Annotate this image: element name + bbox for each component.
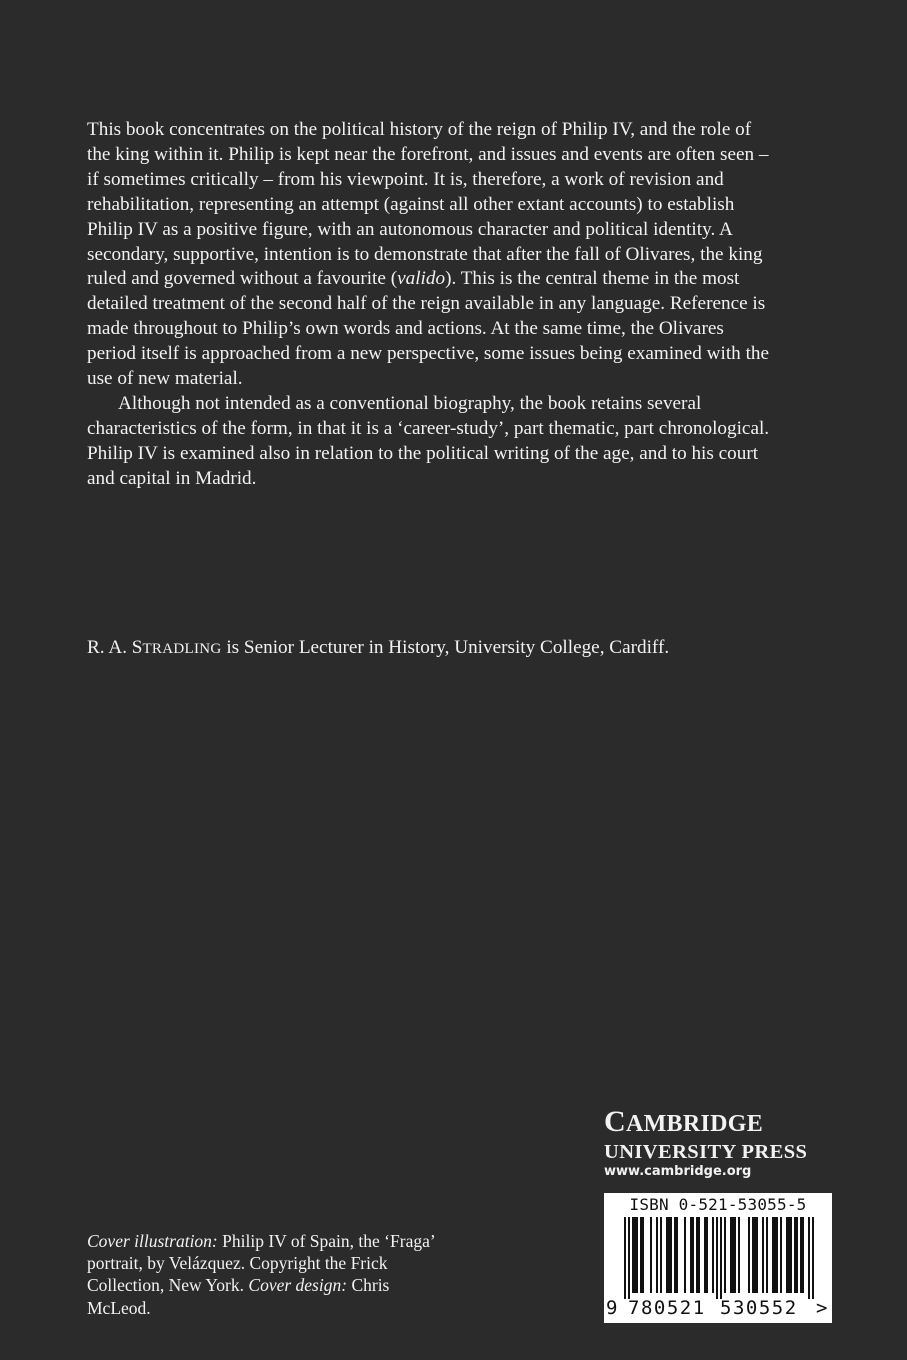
barcode-bars xyxy=(618,1217,818,1299)
barcode-bar-12 xyxy=(704,1217,708,1293)
barcode-bar-27 xyxy=(800,1217,804,1293)
cover-illustration-text: Philip IV of Spain, the ‘Fraga’ portrait, by Velázquez. Copyright the Frick Collection, New York. xyxy=(87,1231,435,1296)
barcode-bar-11 xyxy=(696,1217,700,1293)
isbn-text: ISBN 0-521-53055-5 xyxy=(629,1195,807,1214)
barcode-bar-19 xyxy=(748,1217,750,1293)
publisher-name-initial: C xyxy=(604,1105,626,1138)
cover-design-label: Cover design: xyxy=(248,1275,348,1296)
barcode-bar-24 xyxy=(780,1217,782,1293)
barcode-bar-2 xyxy=(632,1217,638,1293)
cover-design-text: Chris McLeod. xyxy=(87,1275,390,1318)
blurb-italic-term: valido xyxy=(397,268,446,290)
author-bio xyxy=(87,636,807,661)
isbn-barcode xyxy=(604,1193,832,1323)
barcode-bar-15 xyxy=(720,1217,722,1299)
barcode-bar-14 xyxy=(716,1217,718,1299)
blurb-paragraph-1 xyxy=(87,118,777,392)
barcode-bar-8 xyxy=(674,1217,678,1293)
barcode-bar-9 xyxy=(684,1217,686,1293)
publisher-subtitle: UNIVERSITY PRESS xyxy=(604,1141,808,1163)
barcode-bar-25 xyxy=(786,1217,792,1293)
author-initials: R. A. xyxy=(87,637,132,658)
barcode-bar-0 xyxy=(624,1217,626,1299)
barcode-arrow: > xyxy=(816,1297,828,1319)
barcode-digits-right: 530552 xyxy=(720,1297,798,1319)
cover-credits xyxy=(87,1230,457,1319)
publisher-url: www.cambridge.org xyxy=(604,1164,752,1179)
barcode-bar-20 xyxy=(752,1217,758,1293)
barcode-bar-28 xyxy=(808,1217,810,1299)
barcode-bar-16 xyxy=(724,1217,726,1293)
cover-illustration-label: Cover illustration: xyxy=(87,1231,218,1251)
publisher-logo xyxy=(604,1105,834,1181)
barcode-bar-4 xyxy=(650,1217,652,1293)
barcode-bar-17 xyxy=(730,1217,736,1293)
barcode-bar-26 xyxy=(794,1217,798,1293)
barcode-digits xyxy=(604,1295,832,1321)
barcode-bar-10 xyxy=(690,1217,694,1293)
barcode-bar-23 xyxy=(772,1217,778,1293)
author-bio-text: is Senior Lecturer in History, University College, Cardiff. xyxy=(221,637,670,658)
back-cover-blurb xyxy=(87,118,777,492)
author-surname-rest: TRADLING xyxy=(142,641,222,657)
author-surname-initial: S xyxy=(131,637,143,658)
barcode-bar-5 xyxy=(656,1217,658,1293)
barcode-digit-first: 9 xyxy=(606,1297,618,1319)
barcode-digits-left: 780521 xyxy=(628,1297,706,1319)
barcode-bar-7 xyxy=(666,1217,672,1293)
barcode-bar-18 xyxy=(738,1217,740,1293)
blurb-paragraph-1-part-b: ). This is the central theme in the most detailed treatment of the second half of the reign available in any language. Reference is made throughout to Philip’s own words and actions. At the same time, the Olivares period itself is approached from a new perspective, some issues being examined with the use of new material. xyxy=(87,268,770,390)
barcode-bar-3 xyxy=(640,1217,644,1293)
publisher-name xyxy=(604,1105,834,1141)
barcode-bar-29 xyxy=(812,1217,814,1299)
barcode-bar-13 xyxy=(712,1217,714,1293)
barcode-bar-22 xyxy=(766,1217,768,1293)
publisher-name-rest: AMBRIDGE xyxy=(625,1111,764,1137)
barcode-bar-1 xyxy=(628,1217,630,1299)
barcode-bar-21 xyxy=(762,1217,764,1293)
blurb-paragraph-1-part-a: This book concentrates on the political history of the reign of Philip IV, and the role of the king within it. Philip is kept near the forefront, and issues and events are often seen – if sometimes critically – from his viewpoint. It is, therefore, a work of revision and rehabilitation, representing an attempt (against all other extant accounts) to establish Philip IV as a positive figure, with an autonomous character and political identity. A secondary, supportive, intention is to demonstrate that after the fall of Olivares, the king ruled and governed without a favourite ( xyxy=(87,119,769,290)
blurb-paragraph-2: Although not intended as a conventional biography, the book retains several characteristics of the form, in that it is a ‘career-study’, part thematic, part chronological. Philip IV is examined also in relation to the political writing of the age, and to his court and capital in Madrid. xyxy=(87,392,770,489)
barcode-bar-6 xyxy=(660,1217,662,1293)
